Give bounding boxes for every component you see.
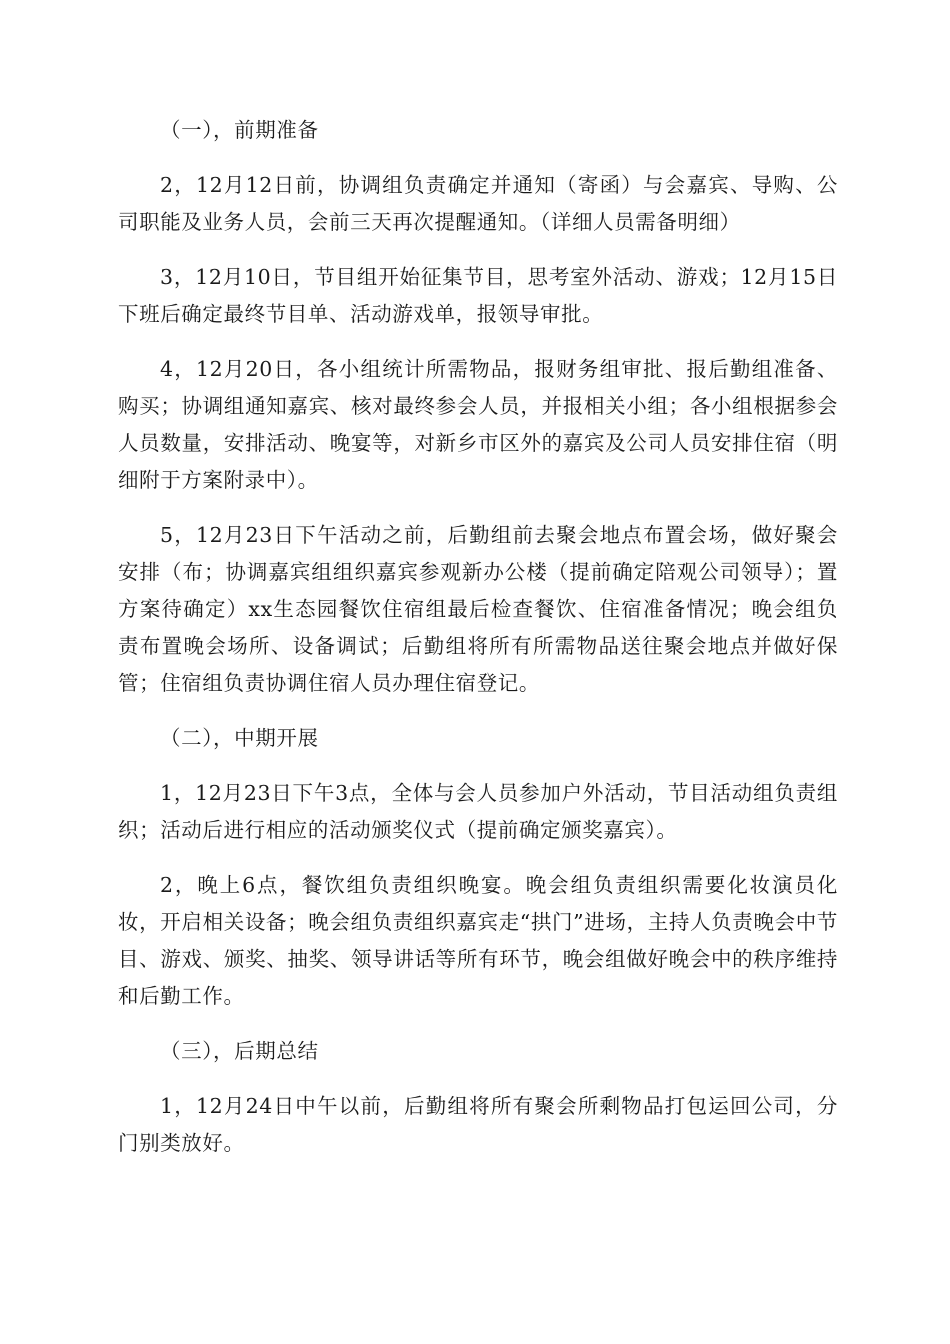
document-body: [118, 112, 838, 1180]
paragraph-item-5-venue-setup: 5，12月23日下午活动之前，后勤组前去聚会地点布置会场，做好聚会安排（布；协调嘉宾组组织嘉宾参观新办公楼（提前确定陪观公司领导）；置方案待确定）xx生态园餐饮住宿组最后检查餐饮、住宿准备情况；晚会组负责布置晚会场所、设备调试；后勤组将所有所需物品送往聚会地点并做好保管；住宿组负责协调住宿人员办理住宿登记。: [118, 523, 838, 695]
paragraph-item-2-notification: 2，12月12日前，协调组负责确定并通知（寄函）与会嘉宾、导购、公司职能及业务人员，会前三天再次提醒通知。（详细人员需备明细）: [118, 173, 838, 234]
paragraph-item-2-evening-banquet: 2，晚上6点，餐饮组负责组织晚宴。晚会组负责组织需要化妆演员化妆，开启相关设备；晚会组负责组织嘉宾走“拱门”进场，主持人负责晚会中节目、游戏、颁奖、抽奖、领导讲话等所有环节，晚会组做好晚会中的秩序维持和后勤工作。: [118, 873, 838, 1008]
section-heading-mid-phase: （二），中期开展: [160, 726, 319, 750]
paragraph-item-1-cleanup: 1，12月24日中午以前，后勤组将所有聚会所剩物品打包运回公司，分门别类放好。: [118, 1094, 838, 1155]
section-heading-late-summary: （三），后期总结: [160, 1039, 319, 1063]
paragraph-item-3-program: 3，12月10日，节目组开始征集节目，思考室外活动、游戏；12月15日下班后确定最终节目单、活动游戏单，报领导审批。: [118, 265, 838, 326]
section-heading-early-preparation: （一），前期准备: [160, 118, 319, 142]
paragraph-item-1-outdoor-activity: 1，12月23日下午3点，全体与会人员参加户外活动，节目活动组负责组织；活动后进行相应的活动颁奖仪式（提前确定颁奖嘉宾）。: [118, 781, 838, 842]
paragraph-item-4-supplies: 4，12月20日，各小组统计所需物品，报财务组审批、报后勤组准备、购买；协调组通知嘉宾、核对最终参会人员，并报相关小组；各小组根据参会人员数量，安排活动、晚宴等，对新乡市区外的嘉宾及公司人员安排住宿（明细附于方案附录中）。: [118, 357, 838, 492]
